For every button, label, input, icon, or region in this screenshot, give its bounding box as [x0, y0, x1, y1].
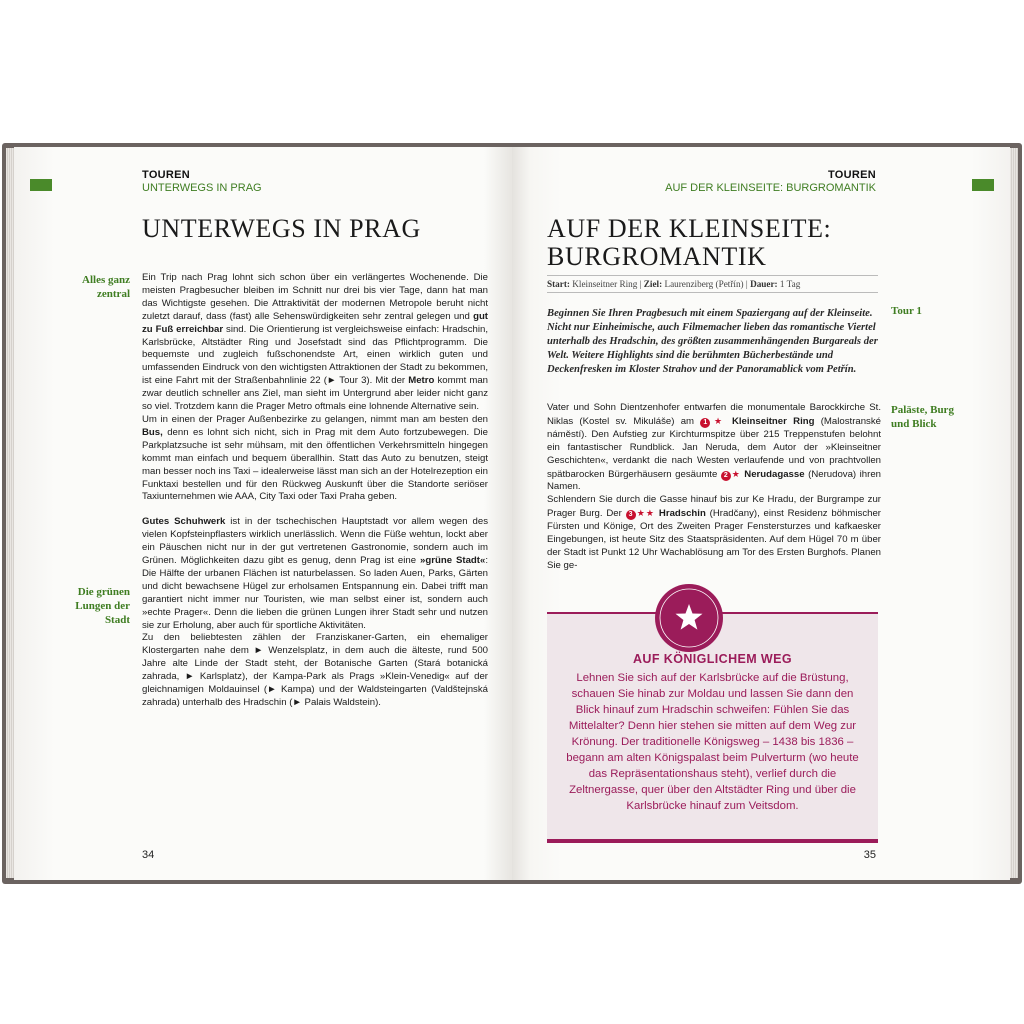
paragraph: Gutes Schuhwerk ist in der tschechischen Hauptstadt vor allem wegen des vielen Kopfsteinpflasters wirklich unerlässlich. Wenn die Füße wehtun, lockt aber ein Päuschen nicht nur in der gut vertretenen Gastronomie, sondern auch im Grünen. Möglichkeiten dazu gibt es genug, denn Prag ist eine »grüne Stadt«: Die Hälfte der urbanen Flächen ist naturbelassen. So laden Auen, Parks, Gärten und dicht bewachsene Hügel zur erholsamen Entspannung ein. Dabei trifft man garantiert nicht immer nur Touristen, wie man selbst einer ist, sondern auch »echte Prager«. Denn die lieben die grünen Lungen ihrer Stadt sehr und nutzen sie zur Erholung, aber auch für sportliche Aktivitäten.	[142, 516, 488, 631]
tour-facts: Start: Kleinseitner Ring | Ziel: Laurenziberg (Petřín) | Dauer: 1 Tag	[547, 275, 878, 293]
page-title: UNTERWEGS IN PRAG	[142, 214, 421, 243]
page-title-line: BURGROMANTIK	[547, 242, 767, 271]
body-text	[547, 402, 881, 573]
star-icon: ★	[710, 415, 726, 426]
page-title	[547, 215, 831, 271]
margin-note: Die grünen Lungen der Stadt	[75, 586, 130, 626]
baedeker-seal-icon	[653, 582, 725, 654]
paragraph: Ein Trip nach Prag lohnt sich schon über ein verlängertes Wochenende. Die meisten Pragbesucher bleiben im Schnitt nur drei bis vier Tage, dann hat man das Wichtigste gesehen. Die Attraktivität der modernen Metropole beruht nicht zuletzt darauf, dass (fast) alle Sehenswürdigkeiten sehr zentral gelegen und gut zu Fuß erreichbar sind. Die Orientierung ist vergleichsweise einfach: Hradschin, Karlsbrücke, Altstädter Ring und Josefstadt sind das Pflichtprogramm. Die bequemste und zugleich fußschonendste Art, einen wirklich guten und umfassenden Eindruck von den wichtigsten Attraktionen der Stadt zu bekommen, ist eine Fahrt mit der Straßenbahnlinie 22 (► Tour 3). Mit der Metro kommt man zwar deutlich schneller ans Ziel, man sieht im Untergrund aber leider nicht ganz so viel. Trotzdem kann die Prager Metro oftmals eine lohnende Alternative sein.	[142, 272, 489, 413]
star-icon: ★	[730, 468, 741, 479]
paragraph: Zu den beliebtesten zählen der Franziskaner-Garten, ein ehemaliger Klostergarten nahe dem ► Wenzelsplatz, in dem auch die älteste, rund 500 Jahre alte Linde der Stadt steht, der Botanische Garten (Stará botanická zahrada, ► Karlsplatz), der Kampa-Park als Prags »Klein-Venedig« auf der gleichnamigen Moldauinsel (► Kampa) und der Waldsteingarten (Valdštejnská zahrada) unterhalb des Hradschin (► Palais Waldstein).	[142, 632, 488, 708]
paragraph: Um in einen der Prager Außenbezirke zu gelangen, nimmt man am besten den Bus, denn es lohnt sich nicht, sich in Prag mit dem Auto fortzubewegen. Die Parkplatzsuche ist sehr mühsam, mit den öffentlichen Verkehrsmitteln hingegen kommt man einfach und bequem überallhin. Statt das Auto zu benutzen, steigt man besser noch ins Taxi – idealerweise lässt man sich an der Hotelrezeption ein Funktaxi bestellen und für den Rückweg Auskunft über die Standorte seriöser Taxiunternehmen wie AAA, City Taxi oder Taxi Praha geben.	[142, 413, 488, 503]
sight-number-badge: 1	[700, 418, 710, 428]
margin-note: Tour 1	[891, 305, 922, 317]
left-page	[14, 147, 512, 880]
info-box-text: Lehnen Sie sich auf der Karlsbrücke auf die Brüstung, schauen Sie hinab zur Moldau und lassen Sie dann den Blick hinauf zum Hradschin schweifen: Fühlen Sie das Mittelalter? Denn hier stehen sie mitten auf dem Weg zur Krönung. Der traditionelle Königsweg – 1438 bis 1836 – begann am alten Königspalast beim Pulverturm (wo heute das Repräsentationshaus steht), verlief durch die Zeltnergasse, quer über den Altstädter Ring und über die Karlsbrücke hinauf zum Veitsdom.	[566, 672, 859, 812]
section-tab-marker	[30, 179, 52, 191]
running-head	[142, 169, 262, 195]
section-tab-marker	[972, 179, 994, 191]
body-text	[142, 272, 488, 710]
paragraph: Schlendern Sie durch die Gasse hinauf bis zur Ke Hradu, der Burgrampe zur Prager Burg. Der 3 ★★ Hradschin (Hradčany), einst Residenz böhmischer Fürsten und Könige, Ort des Zweiten Prager Fenstersturzes und kafkaesker Eingebungen, ist heute Sitz des Staatspräsidenten. Auf dem Hügel 70 m über der Stadt ist Punkt 12 Uhr Wachablösung am Tor des Ersten Burghofs. Planen Sie ge-	[547, 494, 881, 571]
page-number: 35	[863, 849, 876, 861]
running-head-section: AUF DER KLEINSEITE: BURGROMANTIK	[665, 182, 876, 194]
paragraph: Vater und Sohn Dientzenhofer entwarfen die monumentale Barockkirche St. Niklas (Kostel sv. Mikuláše) am 1 ★ Kleinseitner Ring (Malostranské náměstí). Den Aufstieg zur Kirchturmspitze über 215 Treppenstufen belohnt ein fantastischer Rundblick. Jan Neruda, dem Autor der »Kleinseitner Geschichten«, verdankt die nach Westen verlaufende und von prachtvollen spätbarocken Bürgerhäusern gesäumte 2 ★ Nerudagasse (Nerudova) ihren Namen.	[547, 402, 881, 493]
page-title-line: AUF DER KLEINSEITE:	[547, 214, 832, 243]
running-head	[665, 169, 876, 195]
margin-note: Paläste, Burg und Blick	[891, 404, 954, 430]
star-icon: ★★	[635, 508, 656, 519]
sight-number-badge: 3	[626, 510, 636, 520]
running-head-section: UNTERWEGS IN PRAG	[142, 182, 262, 194]
sight-number-badge: 2	[721, 471, 731, 481]
running-head-kicker: TOUREN	[142, 169, 191, 181]
running-head-kicker: TOUREN	[827, 169, 876, 181]
right-page	[512, 147, 1010, 880]
intro-text: Beginnen Sie Ihren Pragbesuch mit einem Spaziergang auf der Kleinseite. Nicht nur Einheimische, auch Filmemacher lieben das romantische Viertel unterhalb des Hradschin, des größten zusammenhängenden Burgareals der Welt. Weitere Highlights sind die berühmten Bücherbestände und Deckenfresken im Kloster Strahov und der Panoramablick vom Petřín.	[547, 308, 878, 375]
page-number: 34	[142, 849, 155, 861]
margin-note: Alles ganz zentral	[82, 274, 130, 300]
info-box-title: AUF KÖNIGLICHEM WEG	[633, 652, 792, 666]
